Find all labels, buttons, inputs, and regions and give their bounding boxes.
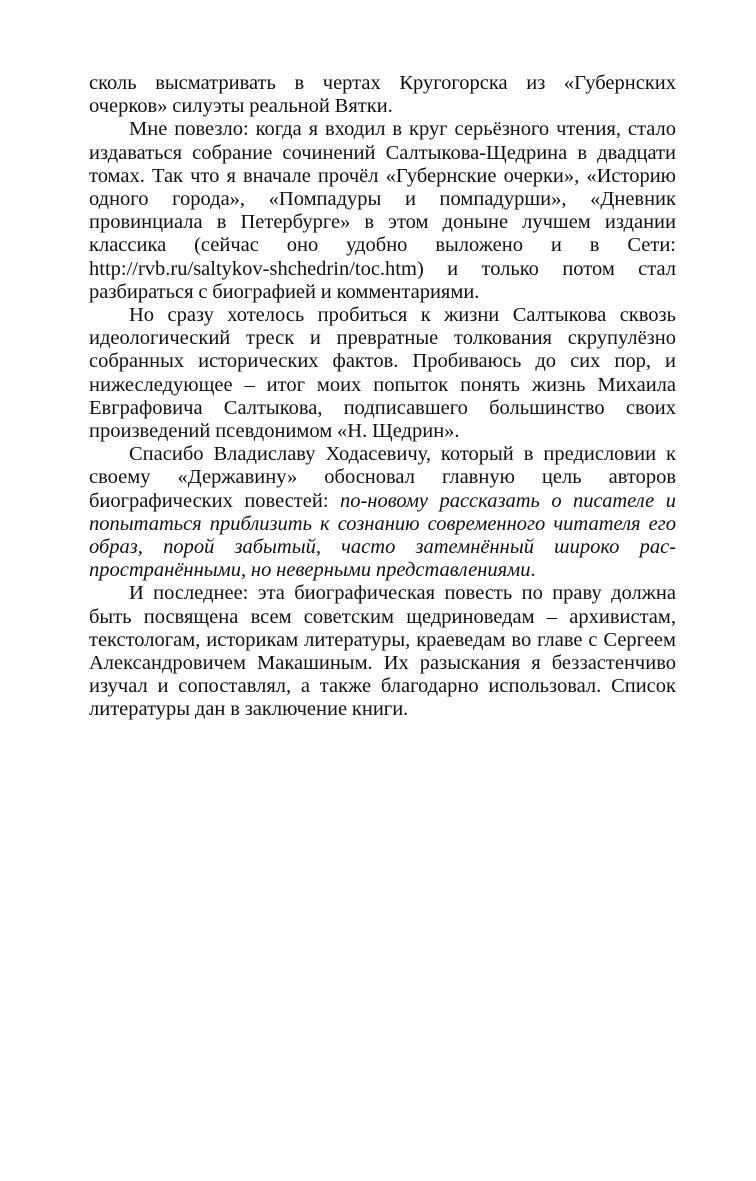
paragraph-2: Мне повезло: когда я входил в круг серьёзного чтения, стало издаваться собрание сочинений Салтыкова-Щедрина в двадцати томах. Так что я вначале прочёл «Губернские очерки», «Историю одного города», «Помпадуры и помпадурши», «Дневник провинциала в Петербурге» в этом доныне лучшем издании классика (сейчас оно удобно выложено и в Сети: http://rvb.ru/saltykov-shchedrin/toc.htm) и только потом стал разбираться с биографией и комментариями. xyxy=(89,118,676,303)
paragraph-4-lead: Спасибо Владиславу Ходасевичу, который в предисловии к своему «Державину» обосновал главную цель авторов биографических повестей: xyxy=(89,443,676,512)
paragraph-4 xyxy=(89,443,676,582)
page-text xyxy=(89,72,676,722)
paragraph-1: сколь высматривать в чертах Кругогорска из «Губернских очерков» силуэты реальной Вятки. xyxy=(89,72,676,118)
paragraph-4-tail: . xyxy=(530,559,536,582)
paragraph-5: И последнее: эта биографическая повесть по праву должна быть посвящена всем советским щедриноведам – архивистам, текстологам, историкам литературы, краеведам во главе с Сергеем Александровичем Макашиным. Их разыскания я беззастенчиво изучал и сопоставлял, а также благодарно использовал. Список литературы дан в заключение книги. xyxy=(89,582,676,721)
paragraph-3: Но сразу хотелось пробиться к жизни Салтыкова сквозь идеологический треск и превратные толкования скрупулёзно собранных исторических фактов. Пробиваюсь до сих пор, и нижеследующее – итог моих попыток понять жизнь Михаила Евграфовича Салтыкова, подписавшего большинство своих произведений псевдонимом «Н. Щедрин». xyxy=(89,304,676,443)
paragraph-4-quote: по-новому рассказать о писателе и попытаться приблизить к сознанию современного читателя его образ, порой забытый, часто затемнённый широко распространёнными, но неверными представлениями xyxy=(89,489,676,582)
